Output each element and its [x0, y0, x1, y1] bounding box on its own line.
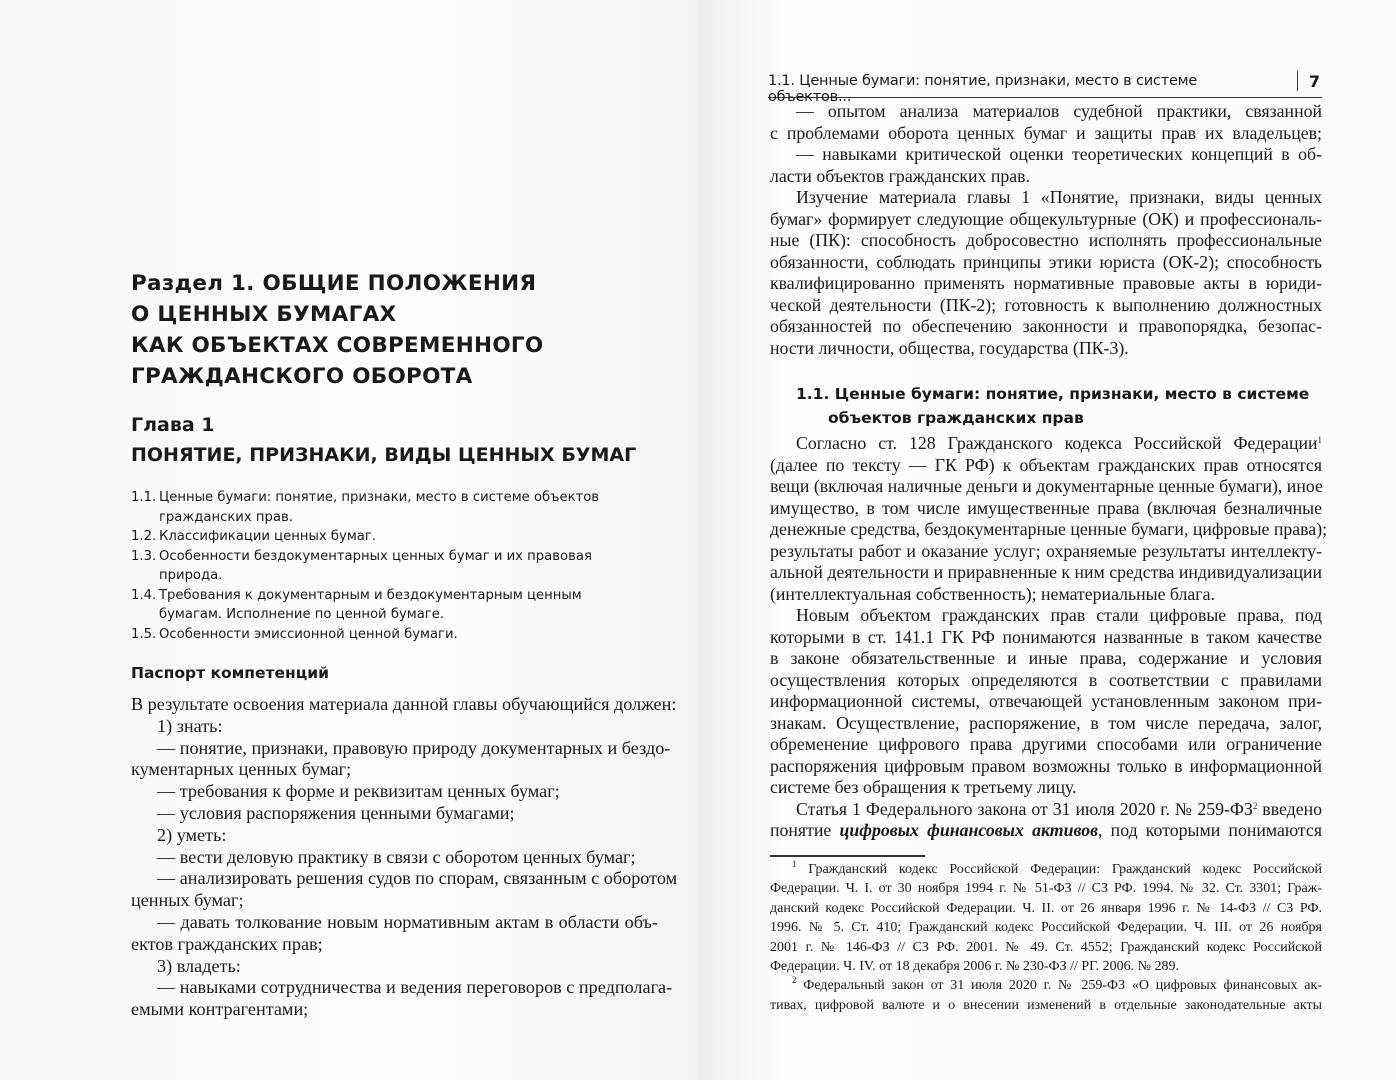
section-title-line: Раздел 1. ОБЩИЕ ПОЛОЖЕНИЯ — [131, 271, 537, 296]
toc-line: 1.1. Ценные бумаги: понятие, признаки, место в системе объектов — [131, 488, 671, 508]
toc-number: 1.3. — [131, 548, 157, 564]
paragraph — [131, 912, 658, 956]
paragraph — [770, 799, 1322, 842]
text-line: 1996. № 5. Ст. 410; Гражданский кодекс Российской Федерации. Ч. III. от 26 ноября — [770, 920, 1322, 936]
text-line: денежные средства, бездокументарные ценные бумаги, цифровые права); — [770, 519, 1328, 539]
text-line: альной деятельности и приравненные к ним средства индивидуализации — [770, 562, 1322, 582]
text-line: Согласно ст. 128 Гражданского кодекса Российской Федерации$^1$ — [796, 433, 1322, 453]
subsection-title-line: объектов гражданских прав — [828, 409, 1084, 427]
text-line: 3) владеть: — [157, 955, 241, 976]
footnote-rule — [770, 855, 925, 857]
subsection-title-line: 1.1. Ценные бумаги: понятие, признаки, место в системе — [796, 385, 1310, 403]
text-line: емыми контрагентами; — [131, 999, 309, 1020]
text-line: ные (ПК): способность добросовестно исполнять профессиональные — [770, 230, 1322, 250]
text-line: системе без обращения к третьему лицу. — [770, 777, 1077, 797]
paragraph — [131, 737, 671, 782]
paragraph — [131, 868, 678, 912]
text-line: — вести деловую практику в связи с оборотом ценных бумаг; — [157, 846, 636, 867]
text-line: бумаг» формирует следующие общекультурные (ОК) и профессиональ- — [770, 208, 1322, 229]
toc-item — [131, 527, 671, 547]
paragraph — [131, 803, 658, 825]
paragraph — [770, 101, 1322, 144]
text-line: результаты работ и оказание услуг; охраняемые результаты интеллекту- — [770, 540, 1322, 561]
text-line: В результате освоения материала данной главы обучающийся должен: — [131, 694, 677, 714]
footnote-marker[interactable]: 1 — [792, 859, 797, 869]
paragraph — [770, 976, 1322, 1015]
toc-line: природа. — [159, 568, 223, 583]
subsection-title — [796, 382, 1316, 430]
right-body-main — [770, 433, 1328, 842]
toc-line: 1.5. Особенности эмиссионной ценной бумаги. — [131, 625, 671, 645]
paragraph — [131, 956, 658, 978]
paragraph — [131, 716, 658, 738]
toc-number: 1.4. — [131, 587, 157, 603]
text-line: $^1$ Гражданский кодекс Российской Федерации: Гражданский кодекс Российской — [792, 859, 1322, 877]
paragraph — [770, 144, 1322, 187]
text-line: 2001 г. № 146-ФЗ // СЗ РФ. 2001. № 49. Ст. 4552; Гражданский кодекс Российской — [770, 939, 1322, 955]
emphasized-term: цифровых финансовых активов — [839, 820, 1099, 840]
text-line: 2) уметь: — [157, 824, 227, 845]
paragraph — [131, 977, 673, 1021]
paragraph — [770, 605, 1322, 799]
paragraph — [131, 694, 677, 716]
paragraph — [131, 781, 658, 803]
toc-line: бумагам. Исполнение по ценной бумаге. — [159, 607, 445, 622]
text-line: — давать толкование новым нормативным актам в области объ- — [157, 911, 658, 932]
text-line: $^2$ Федеральный закон от 31 июля 2020 г. № 259-ФЗ «О цифровых финансовых ак- — [792, 975, 1322, 994]
toc-number: 1.2. — [131, 529, 157, 544]
text-line: Изучение материала главы 1 «Понятие, признаки, виды ценных — [796, 187, 1322, 207]
text-line: информационной системы, отвечающей установленным законом при- — [770, 691, 1322, 711]
toc-line: гражданских прав. — [159, 509, 293, 525]
text-line: — навыками сотрудничества и ведения переговоров с предполага- — [157, 977, 673, 998]
text-line: Новым объектом гражданских прав стали цифровые права, под — [796, 605, 1322, 625]
text-line: распоряжения цифровым правом возможны только в информационной — [770, 755, 1322, 776]
section-title-line: ГРАЖДАНСКОГО ОБОРОТА — [131, 364, 473, 389]
running-head-separator — [1297, 71, 1299, 91]
text-line: тивах, цифровой валюте и о внесении изменений в отдельные законодательные акты — [770, 997, 1322, 1013]
text-line: понятие цифровых финансовых активов, под которыми понимаются — [770, 820, 1322, 840]
text-line: — условия распоряжения ценными бумагами; — [157, 802, 515, 823]
text-line: 1) знать: — [157, 715, 223, 736]
chapter-contents — [131, 488, 671, 644]
toc-item — [131, 488, 671, 527]
text-line: — навыками критической оценки теоретических концепций в об- — [796, 144, 1322, 164]
text-line: — требования к форме и реквизитам ценных бумаг; — [157, 781, 560, 802]
toc-line: 1.2. Классификации ценных бумаг. — [131, 527, 671, 547]
text-line: знакам. Осуществление, распоряжение, в том числе передача, залог, — [770, 712, 1322, 733]
text-line: которыми в ст. 141.1 ГК РФ понимаются названные в таком качестве — [770, 626, 1322, 647]
running-head — [768, 72, 1322, 105]
text-line: (интеллектуальная собственность); нематериальные блага. — [770, 583, 1215, 604]
paragraph — [770, 187, 1322, 359]
text-line: данский кодекс Российской Федерации. Ч. II. от 26 января 1996 г. № 14-ФЗ // СЗ РФ. — [770, 900, 1322, 916]
paragraph — [131, 825, 658, 847]
text-line: — анализировать решения судов по спорам, связанным с оборотом — [157, 868, 678, 889]
footnote-marker[interactable]: 2 — [1252, 800, 1258, 811]
text-line: обязанности, соблюдать принципы этики юриста (ОК-2); способность — [770, 251, 1322, 272]
right-body-top — [770, 101, 1322, 359]
footnote-marker[interactable]: 2 — [792, 975, 797, 986]
section-title-line: КАК ОБЪЕКТАХ СОВРЕМЕННОГО — [131, 333, 544, 358]
text-line: Статья 1 Федерального закона от 31 июля 2020 г. № $259-ФЗ^2$ введено — [796, 798, 1322, 819]
toc-item — [131, 625, 671, 645]
toc-item — [131, 547, 671, 586]
text-line: — понятие, признаки, правовую природу документарных и бездо- — [157, 737, 671, 758]
text-line: кументарных ценных бумаг; — [131, 759, 352, 780]
text-line: обременение цифрового права другими способами или ограничение — [770, 734, 1322, 754]
text-line: (далее по тексту — ГК РФ) к объектам гражданских прав относятся — [770, 454, 1322, 475]
page-number: 7 — [1308, 72, 1320, 91]
toc-item — [131, 586, 671, 625]
text-line: ценных бумаг; — [131, 890, 244, 911]
text-line: имущество, в том числе имущественные права (включая безналичные — [770, 497, 1322, 518]
running-head-title: 1.1. Ценные бумаги: понятие, признаки, место в системе объектов... — [768, 73, 1198, 105]
chapter-title: ПОНЯТИЕ, ПРИЗНАКИ, ВИДЫ ЦЕННЫХ БУМАГ — [131, 444, 637, 466]
chapter-label: Глава 1 — [131, 414, 215, 436]
paragraph — [770, 433, 1328, 605]
left-body-text — [131, 694, 678, 1021]
text-line: обязанностей по обеспечению законности и правопорядка, безопас- — [770, 316, 1322, 336]
passport-heading: Паспорт компетенций — [131, 664, 329, 682]
text-line: в законе обязательственные и иные права, содержание и условия — [770, 648, 1322, 668]
footnotes — [770, 860, 1322, 1015]
text-line: ласти объектов гражданских прав. — [770, 165, 1030, 186]
text-line: осуществления которых определяются в соответствии с правилами — [770, 669, 1322, 690]
text-line: с проблемами оборота ценных бумаг и защиты прав их владельцев; — [770, 122, 1322, 143]
text-line: — опытом анализа материалов судебной практики, связанной — [796, 101, 1322, 121]
paragraph — [770, 860, 1322, 976]
text-line: ектов гражданских прав; — [131, 933, 323, 954]
chapter-heading — [131, 410, 671, 470]
toc-line: 1.3. Особенности бездокументарных ценных бумаг и их правовая — [131, 547, 671, 567]
paragraph — [131, 847, 658, 869]
toc-number: 1.1. — [131, 490, 157, 505]
footnote-marker[interactable]: 1 — [1317, 435, 1322, 445]
section-title-line: О ЦЕННЫХ БУМАГАХ — [131, 302, 397, 327]
text-line: ческой деятельности (ПК-2); готовность к выполнению должностных — [770, 294, 1322, 315]
toc-number: 1.5. — [131, 626, 157, 642]
text-line: вещи (включая наличные деньги и документарные ценные бумаги), иное — [770, 476, 1323, 496]
text-line: ности личности, общества, государства (ПК-3). — [770, 337, 1129, 358]
text-line: Федерации. Ч. IV. от 18 декабря 2006 г. № 230-ФЗ // РГ. 2006. № 289. — [770, 959, 1180, 975]
text-line: Федерации. Ч. I. от 30 ноября 1994 г. № 51-ФЗ // СЗ РФ. 1994. № 32. Ст. 3301; Граж- — [770, 881, 1322, 897]
text-line: квалифицированно применять нормативные правовые акты в юриди- — [770, 273, 1322, 293]
toc-line: 1.4. Требования к документарным и бездокументарным ценным — [131, 586, 671, 606]
section-title — [131, 268, 671, 392]
